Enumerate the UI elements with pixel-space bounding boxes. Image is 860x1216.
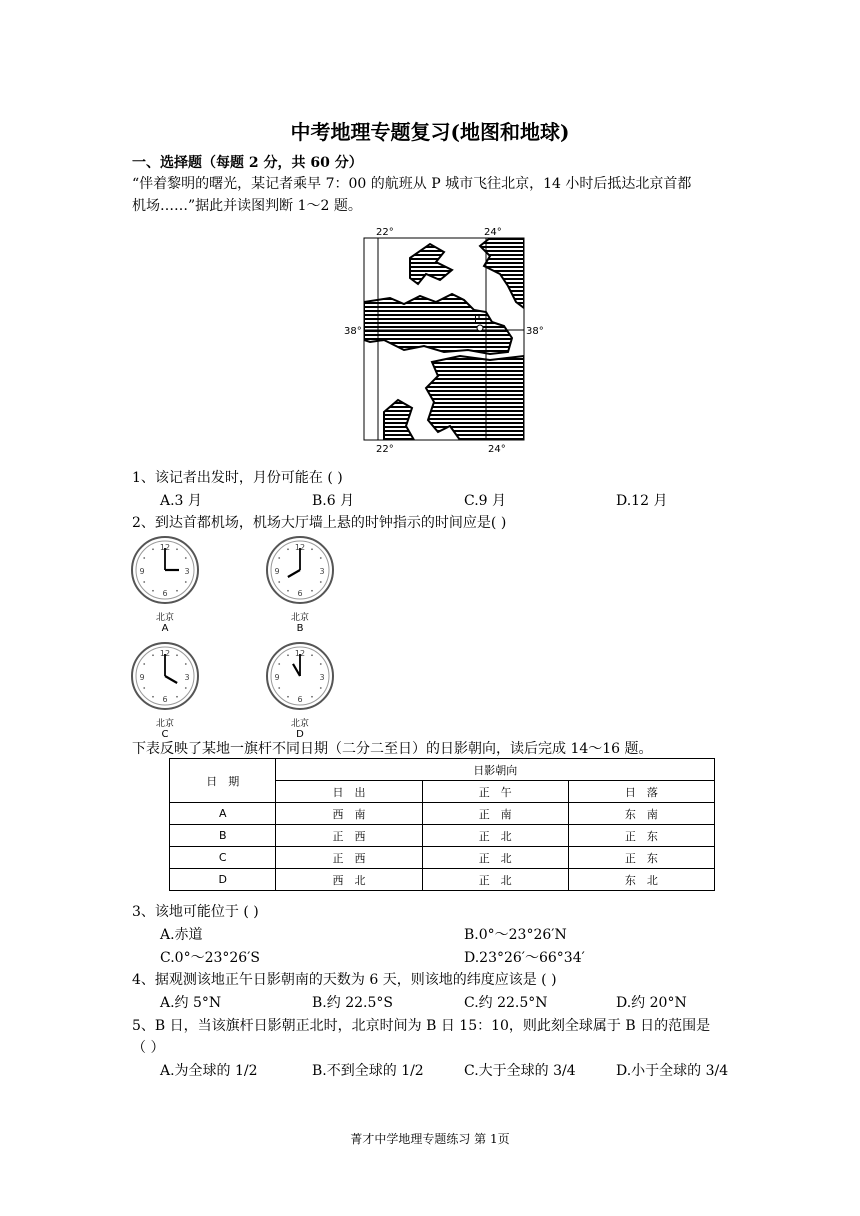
table-cell: 正 北: [422, 847, 568, 869]
q3-option-b: B.0°～23°26′N: [464, 927, 567, 943]
clock-city-label: 北京: [155, 613, 174, 623]
table-cell: 正 西: [276, 825, 422, 847]
question-1-stem: 1、该记者出发时，月份可能在 ( ): [132, 470, 343, 486]
clock-numeral: 3: [184, 673, 190, 682]
clock-tick: [320, 663, 322, 665]
clock-numeral: 6: [297, 589, 303, 598]
table-cell: 东 南: [568, 803, 714, 825]
intro-line-1: “伴着黎明的曙光，某记者乘早 7：00 的航班从 P 城市飞往北京，14 小时后抵达北京首都: [132, 176, 692, 192]
section-heading: 一、选择题（每题 2 分，共 60 分）: [132, 155, 363, 171]
table-intro: 下表反映了某地一旗杆不同日期（二分二至日）的日影朝向，读后完成 14～16 题。: [132, 741, 653, 757]
table-cell: 正 北: [422, 825, 568, 847]
clock-tick: [278, 687, 280, 689]
table-sub-header-sunset: 日 落: [568, 781, 714, 803]
clock-city-label: 北京: [155, 719, 174, 729]
map-left-label-38: 38°: [344, 326, 362, 337]
table-group-header: 日影朝向: [276, 759, 715, 781]
clock-tick: [311, 590, 313, 592]
question-2-stem: 2、到达首都机场，机场大厅墙上悬的时钟指示的时间应是( ): [132, 515, 507, 531]
clock-numeral: 3: [184, 567, 190, 576]
map-top-label-24: 24°: [484, 227, 502, 238]
clock-option-letter: A: [161, 623, 169, 634]
table-cell: C: [170, 847, 276, 869]
clock-tick: [320, 581, 322, 583]
page-footer: 菁才中学地理专题练习 第 1页: [350, 1132, 510, 1146]
q3-option-d: D.23°26′～66°34′: [464, 950, 585, 966]
clock-numeral: 6: [162, 589, 168, 598]
q5-option-b: B.不到全球的 1/2: [312, 1063, 424, 1079]
clock-face-icon: [125, 640, 205, 712]
table-cell: 西 北: [276, 869, 422, 891]
table-row: [170, 803, 715, 825]
table-date-header: 日 期: [170, 759, 276, 803]
q5-option-c: C.大于全球的 3/4: [464, 1063, 576, 1079]
clock-tick: [185, 687, 187, 689]
clock-tick: [311, 696, 313, 698]
question-5-stem: 5、B 日，当该旗杆日影朝正北时，北京时间为 B 日 15：10，则此刻全球属于 B 日的范围是: [132, 1018, 711, 1034]
q4-option-a: A.约 5°N: [160, 995, 222, 1011]
q1-option-c: C.9 月: [464, 493, 507, 509]
q3-option-a: A.赤道: [160, 927, 203, 943]
clock-tick: [176, 696, 178, 698]
map-figure: [340, 222, 550, 457]
clock-tick: [152, 548, 154, 550]
clock-numeral: 3: [319, 567, 325, 576]
clock-face-icon: [260, 534, 340, 606]
clock-option: [260, 640, 340, 740]
question-4-stem: 4、据观测该地正午日影朝南的天数为 6 天，则该地的纬度应该是 ( ): [132, 972, 557, 988]
table-cell: 正 西: [276, 847, 422, 869]
clock-tick: [320, 687, 322, 689]
clock-tick: [152, 654, 154, 656]
clock-numeral: 9: [139, 673, 145, 682]
q1-option-d: D.12 月: [616, 493, 668, 509]
clock-option-letter: B: [296, 623, 304, 634]
clock-tick: [176, 590, 178, 592]
table-cell: B: [170, 825, 276, 847]
question-5-stem-continued: （ ）: [132, 1040, 165, 1056]
q4-option-c: C.约 22.5°N: [464, 995, 548, 1011]
clock-tick: [185, 663, 187, 665]
map-top-label-22: 22°: [376, 227, 394, 238]
clock-numeral: 9: [139, 567, 145, 576]
clock-city-label: 北京: [290, 719, 309, 729]
clock-city-label: 北京: [290, 613, 309, 623]
q1-option-b: B.6 月: [312, 493, 355, 509]
clock-numeral: 12: [294, 543, 306, 552]
clock-tick: [143, 581, 145, 583]
clock-tick: [152, 590, 154, 592]
clock-tick: [311, 548, 313, 550]
clock-tick: [143, 557, 145, 559]
clock-tick: [311, 654, 313, 656]
clock-tick: [185, 557, 187, 559]
page-title: 中考地理专题复习(地图和地球): [290, 120, 570, 144]
shadow-direction-table: [169, 758, 715, 891]
table-cell: 东 北: [568, 869, 714, 891]
clock-tick: [287, 590, 289, 592]
table-row: [170, 847, 715, 869]
clock-numeral: 3: [319, 673, 325, 682]
clock-option: [125, 534, 205, 634]
q4-option-b: B.约 22.5°S: [312, 995, 393, 1011]
clock-option: [125, 640, 205, 740]
q1-option-a: A.3 月: [160, 493, 202, 509]
clock-numeral: 9: [274, 567, 280, 576]
clock-tick: [320, 557, 322, 559]
table-cell: A: [170, 803, 276, 825]
q3-option-c: C.0°～23°26′S: [160, 950, 260, 966]
table-cell: 正 东: [568, 825, 714, 847]
table-sub-header-noon: 正 午: [422, 781, 568, 803]
clock-option-letter: C: [161, 729, 169, 740]
table-cell: 正 南: [422, 803, 568, 825]
clock-numeral: 6: [297, 695, 303, 704]
clock-tick: [185, 581, 187, 583]
table-row: [170, 869, 715, 891]
point-p-marker: [477, 325, 483, 331]
table-cell: 正 东: [568, 847, 714, 869]
intro-line-2: 机场……”据此并读图判断 1～2 题。: [132, 198, 362, 214]
clock-tick: [287, 696, 289, 698]
clock-face-icon: [260, 640, 340, 712]
clock-tick: [287, 548, 289, 550]
clock-tick: [278, 557, 280, 559]
clock-tick: [287, 654, 289, 656]
table-cell: 西 南: [276, 803, 422, 825]
clock-numeral: 12: [294, 649, 306, 658]
clock-tick: [176, 654, 178, 656]
clock-face-icon: [125, 534, 205, 606]
clock-numeral: 6: [162, 695, 168, 704]
clock-tick: [152, 696, 154, 698]
clock-numeral: 12: [159, 543, 171, 552]
clock-tick: [143, 687, 145, 689]
map-bottom-label-24: 24°: [488, 444, 506, 455]
question-3-stem: 3、该地可能位于 ( ): [132, 904, 259, 920]
clock-tick: [176, 548, 178, 550]
q4-option-d: D.约 20°N: [616, 995, 687, 1011]
clock-option-letter: D: [296, 729, 304, 740]
table-cell: D: [170, 869, 276, 891]
clock-numeral: 9: [274, 673, 280, 682]
clock-option: [260, 534, 340, 634]
clock-tick: [278, 663, 280, 665]
q5-option-a: A.为全球的 1/2: [160, 1063, 258, 1079]
clock-numeral: 12: [159, 649, 171, 658]
table-sub-header-sunrise: 日 出: [276, 781, 422, 803]
clock-tick: [278, 581, 280, 583]
clock-tick: [143, 663, 145, 665]
table-row: [170, 825, 715, 847]
q5-option-d: D.小于全球的 3/4: [616, 1063, 729, 1079]
point-p-label: P: [474, 314, 481, 325]
table-cell: 正 北: [422, 869, 568, 891]
map-bottom-label-22: 22°: [376, 444, 394, 455]
map-right-label-38: 38°: [526, 326, 544, 337]
